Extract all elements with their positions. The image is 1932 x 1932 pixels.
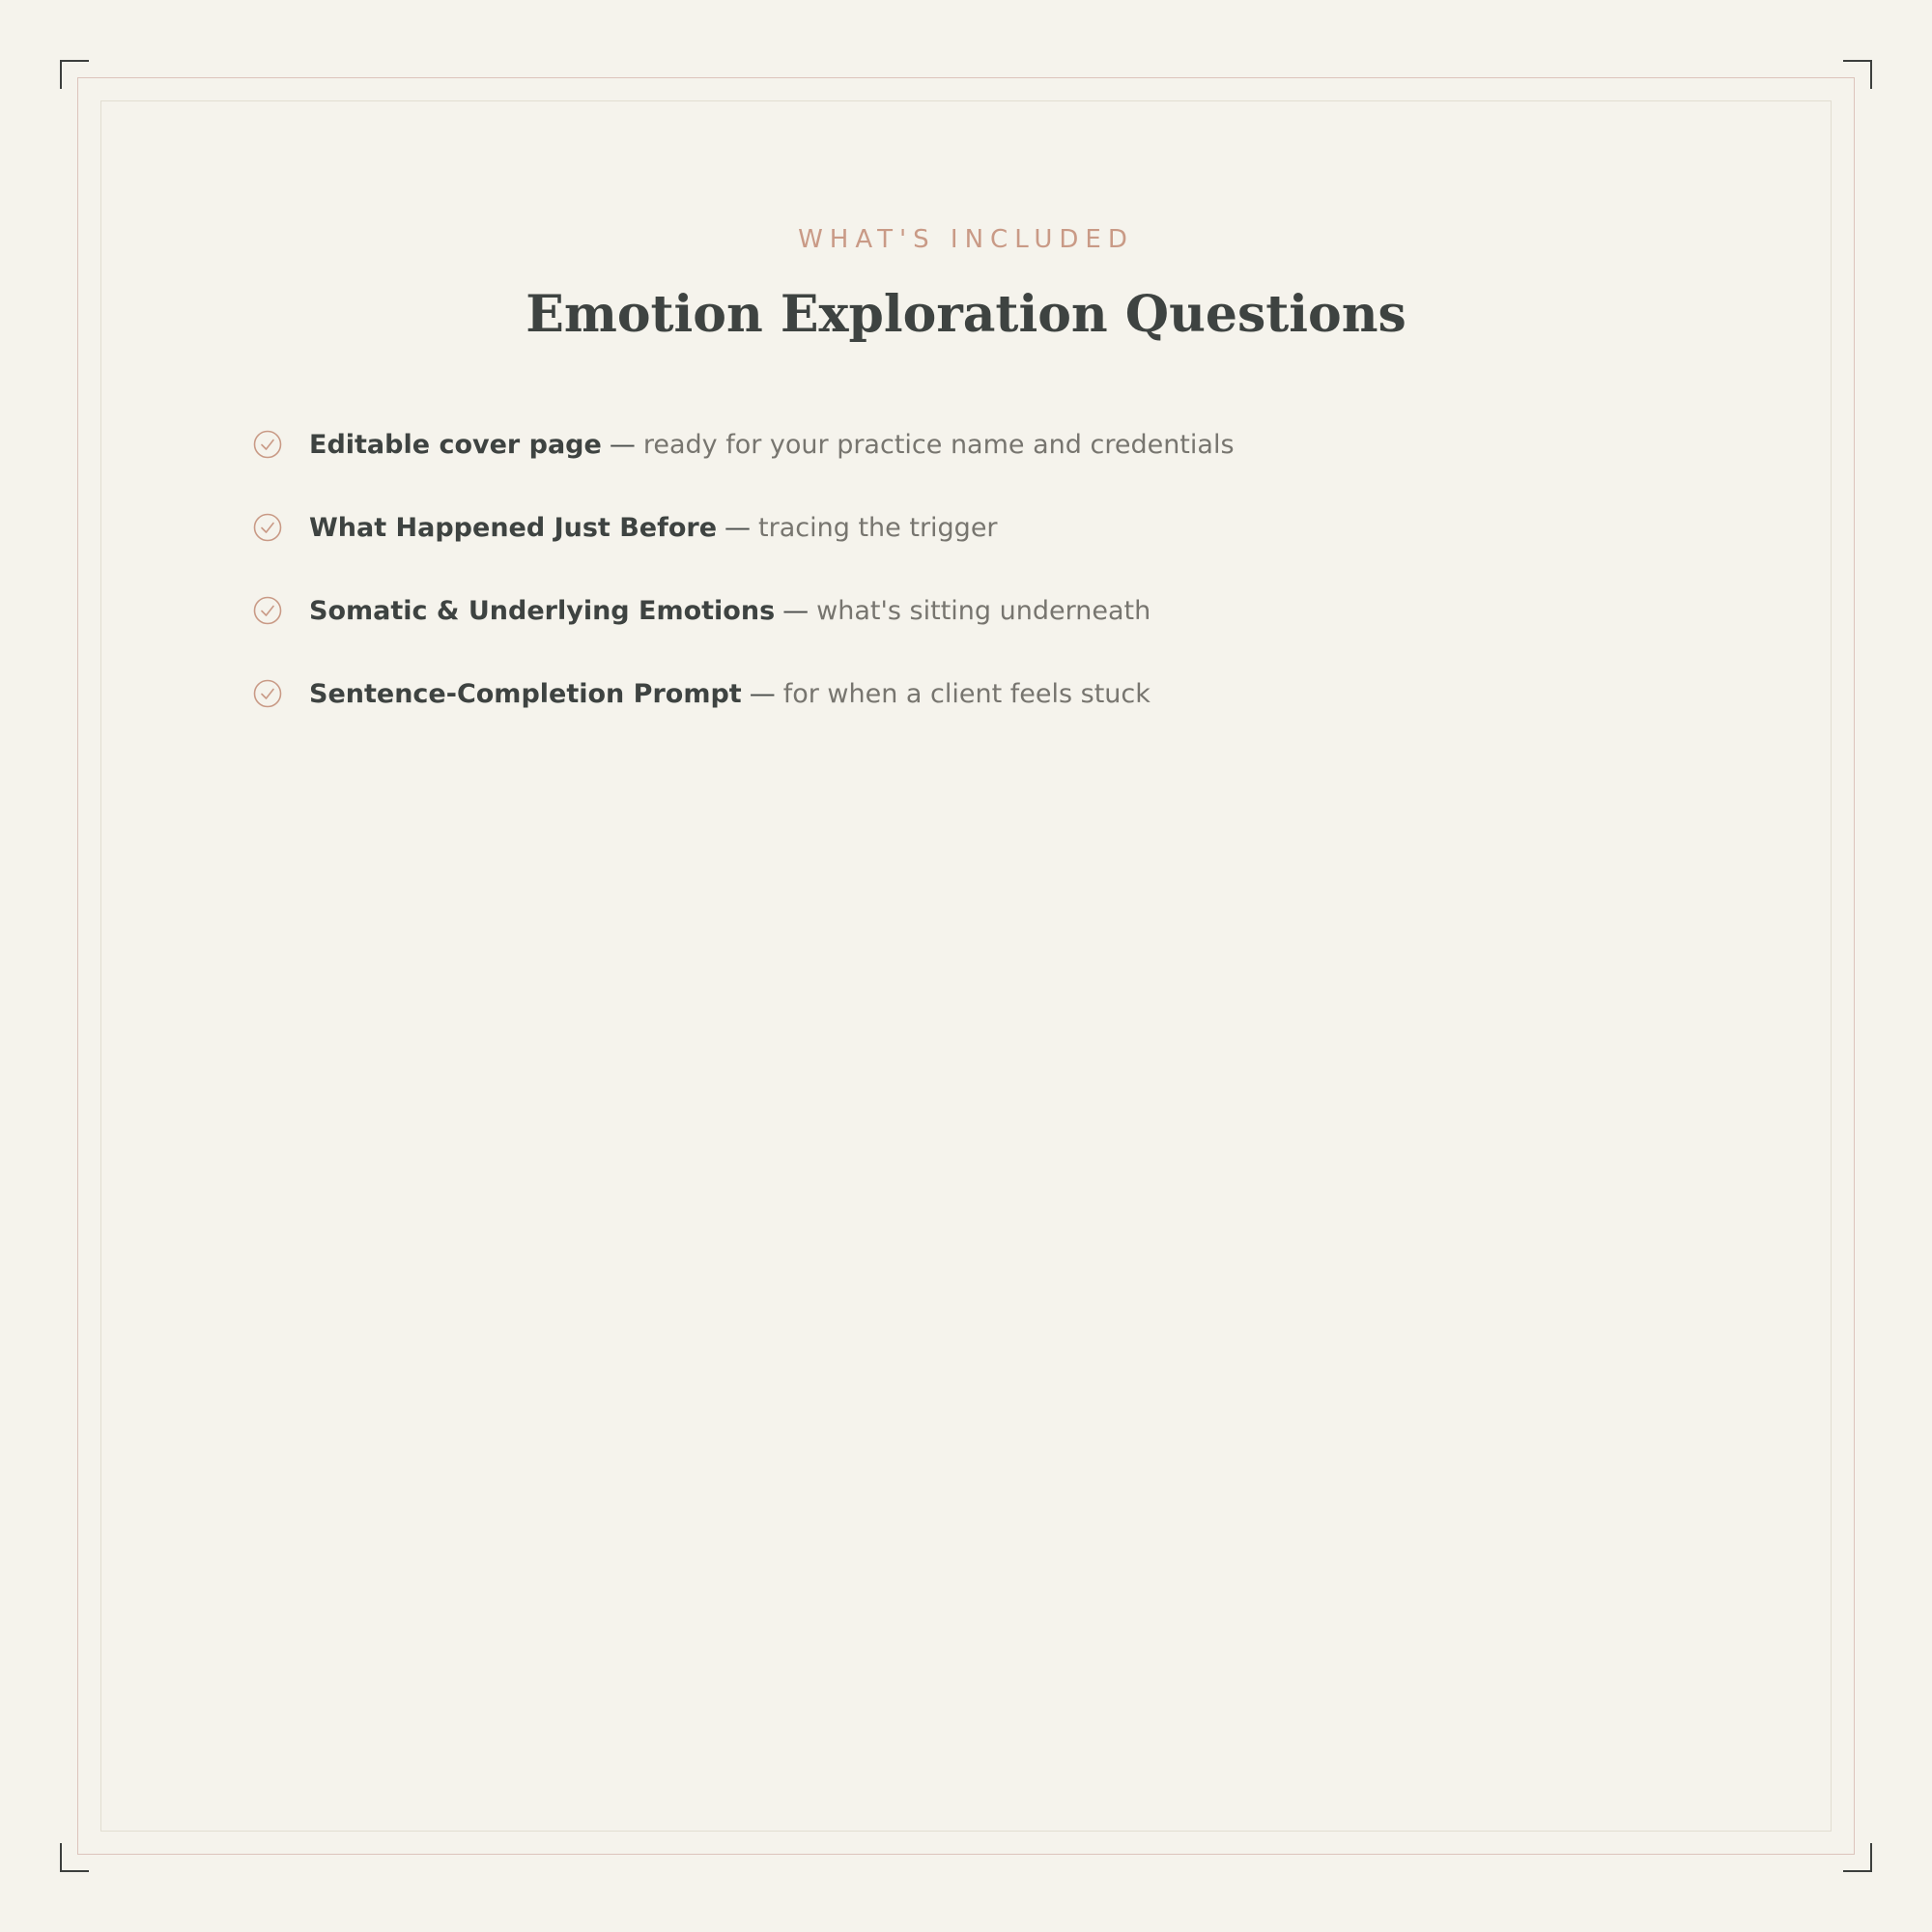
feature-item [253, 582, 1235, 639]
section-eyebrow: WHAT'S INCLUDED [798, 225, 1134, 254]
check-circle-icon [253, 596, 282, 625]
check-circle-icon [253, 679, 282, 708]
inner-frame [100, 100, 1832, 1832]
feature-description: what's sitting underneath [816, 595, 1151, 626]
feature-separator: — [724, 512, 752, 543]
feature-name: What Happened Just Before [309, 512, 718, 543]
feature-description: for when a client feels stuck [782, 678, 1151, 709]
feature-name: Editable cover page [309, 429, 602, 460]
feature-name: Somatic & Underlying Emotions [309, 595, 776, 626]
feature-item [253, 415, 1235, 473]
feature-item [253, 665, 1235, 723]
feature-separator: — [749, 678, 776, 709]
feature-separator: — [782, 595, 810, 626]
check-circle-icon [253, 513, 282, 542]
feature-separator: — [609, 429, 636, 460]
feature-item [253, 498, 1235, 556]
feature-description: tracing the trigger [758, 512, 998, 543]
feature-name: Sentence-Completion Prompt [309, 678, 742, 709]
check-circle-icon [253, 430, 282, 459]
page-title: Emotion Exploration Questions [526, 285, 1406, 344]
feature-list [253, 415, 1235, 748]
feature-description: ready for your practice name and credentials [642, 429, 1235, 460]
